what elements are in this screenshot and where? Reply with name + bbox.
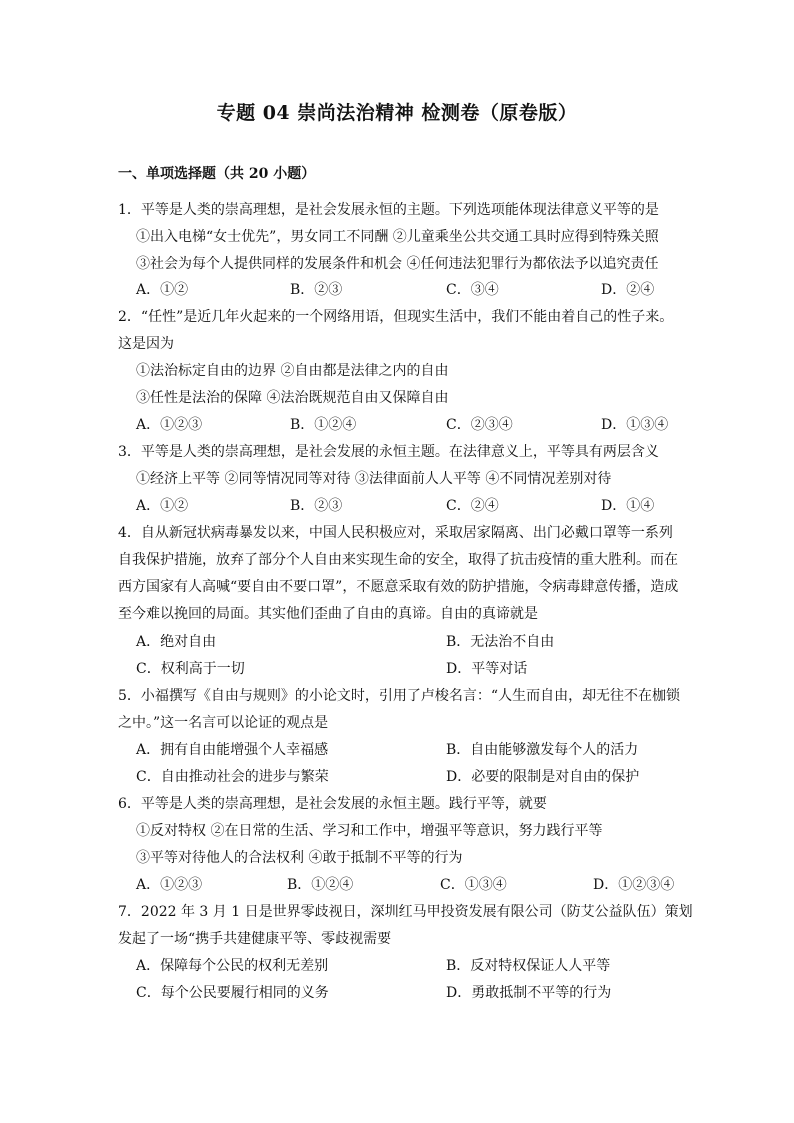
question-4-option-c: C．权利高于一切 bbox=[136, 661, 245, 677]
question-3-option-c: C．②④ bbox=[446, 498, 499, 514]
question-5-stem: 5．小福撰写《自由与规则》的小论文时，引用了卢梭名言：“人生而自由，却无往不在枷锁 bbox=[118, 688, 681, 704]
question-2-option-b: B．①②④ bbox=[290, 417, 357, 433]
question-7-option-a: A．保障每个公民的权利无差别 bbox=[136, 958, 329, 974]
question-1-option-a: A．①② bbox=[136, 282, 189, 298]
page-title: 专题 04 崇尚法治精神 检测卷（原卷版） bbox=[216, 102, 578, 124]
question-4-option-b: B．无法治不自由 bbox=[446, 634, 555, 650]
question-3-item: ①经济上平等 ②同等情况同等对待 ③法律面前人人平等 ④不同情况差别对待 bbox=[136, 471, 612, 487]
question-2-item: ③任性是法治的保障 ④法治既规范自由又保障自由 bbox=[136, 390, 449, 406]
question-5-option-c: C．自由推动社会的进步与繁荣 bbox=[136, 769, 329, 785]
question-1-stem: 1．平等是人类的崇高理想，是社会发展永恒的主题。下列选项能体现法律意义平等的是 bbox=[118, 202, 659, 218]
question-7-option-d: D．勇敢抵制不平等的行为 bbox=[446, 985, 612, 1001]
question-2-option-a: A．①②③ bbox=[136, 417, 203, 433]
question-1-item: ①出入电梯“女士优先”，男女同工不同酬 ②儿童乘坐公共交通工具时应得到特殊关照 bbox=[136, 229, 659, 245]
question-6-item: ①反对特权 ②在日常的生活、学习和工作中，增强平等意识，努力践行平等 bbox=[136, 823, 603, 839]
question-7-option-b: B．反对特权保证人人平等 bbox=[446, 958, 611, 974]
question-6-option-d: D．①②③④ bbox=[593, 877, 675, 893]
question-2-stem: 这是因为 bbox=[118, 336, 174, 352]
question-2-option-c: C．②③④ bbox=[446, 417, 513, 433]
question-4-stem: 至今难以挽回的局面。其实他们歪曲了自由的真谛。自由的真谛就是 bbox=[118, 606, 538, 622]
question-3-stem: 3．平等是人类的崇高理想，是社会发展的永恒主题。在法律意义上，平等具有两层含义 bbox=[118, 444, 659, 460]
question-3-option-d: D．①④ bbox=[601, 498, 655, 514]
question-6-stem: 6．平等是人类的崇高理想，是社会发展的永恒主题。践行平等，就要 bbox=[118, 796, 547, 812]
question-3-option-b: B．②③ bbox=[290, 498, 343, 514]
question-5-option-d: D．必要的限制是对自由的保护 bbox=[446, 769, 640, 785]
question-3-option-a: A．①② bbox=[136, 498, 189, 514]
question-6-item: ③平等对待他人的合法权利 ④敢于抵制不平等的行为 bbox=[136, 850, 463, 866]
question-6-option-b: B．①②④ bbox=[287, 877, 354, 893]
question-2-stem: 2．“任性”是近几年火起来的一个网络用语，但现实生活中，我们不能由着自己的性子来。 bbox=[118, 309, 674, 325]
question-6-option-c: C．①③④ bbox=[440, 877, 507, 893]
question-1-item: ③社会为每个人提供同样的发展条件和机会 ④任何违法犯罪行为都依法予以追究责任 bbox=[136, 256, 659, 272]
question-1-option-c: C．③④ bbox=[446, 282, 499, 298]
question-4-option-a: A．绝对自由 bbox=[136, 634, 217, 650]
question-6-option-a: A．①②③ bbox=[136, 877, 203, 893]
question-7-stem: 发起了一场“携手共建健康平等、零歧视需要 bbox=[118, 931, 392, 947]
question-1-option-d: D．②④ bbox=[601, 282, 655, 298]
question-1-option-b: B．②③ bbox=[290, 282, 343, 298]
question-4-stem: 自我保护措施，放弃了部分个人自由来实现生命的安全，取得了抗击疫情的重大胜利。而在 bbox=[118, 552, 678, 568]
question-5-option-b: B．自由能够激发每个人的活力 bbox=[446, 742, 639, 758]
question-5-option-a: A．拥有自由能增强个人幸福感 bbox=[136, 742, 329, 758]
question-4-stem: 西方国家有人高喊“要自由不要口罩”，不愿意采取有效的防护措施，令病毒肆意传播，造成 bbox=[118, 579, 679, 595]
question-4-option-d: D．平等对话 bbox=[446, 661, 528, 677]
section-heading: 一、单项选择题（共 20 小题） bbox=[118, 166, 316, 182]
question-4-stem: 4．自从新冠状病毒暴发以来，中国人民积极应对，采取居家隔离、出门必戴口罩等一系列 bbox=[118, 525, 673, 541]
question-7-option-c: C．每个公民要履行相同的义务 bbox=[136, 985, 329, 1001]
question-7-stem: 7．2022 年 3 月 1 日是世界零歧视日，深圳红马甲投资发展有限公司（防艾公益队伍）策划 bbox=[118, 904, 693, 920]
question-5-stem: 之中。”这一名言可以论证的观点是 bbox=[118, 715, 329, 731]
question-2-option-d: D．①③④ bbox=[601, 417, 669, 433]
question-2-item: ①法治标定自由的边界 ②自由都是法律之内的自由 bbox=[136, 363, 449, 379]
